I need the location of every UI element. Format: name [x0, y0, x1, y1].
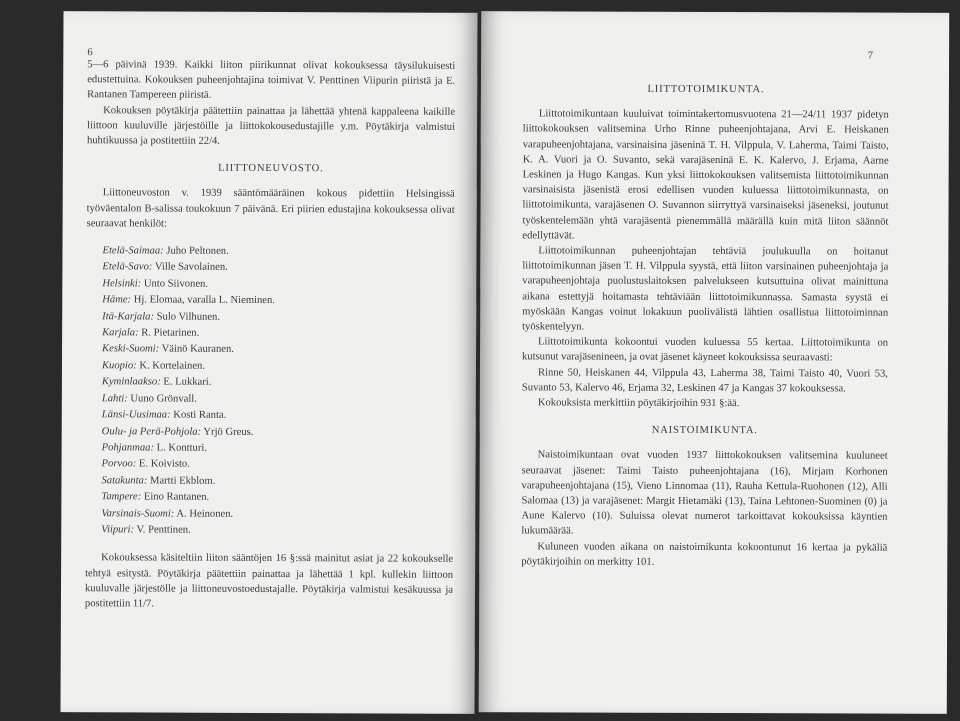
district-representative: Unto Siivonen. [143, 278, 209, 290]
right-page [479, 11, 949, 714]
district-name: Keski-Suomi: [102, 343, 160, 355]
liittotoimikunta-paragraph-5: Kokouksista merkittiin pöytäkirjoihin 931 §:ää. [537, 397, 740, 410]
district-representative: V. Penttinen. [136, 524, 191, 536]
district-row [102, 276, 454, 294]
district-name: Itä-Karjala: [102, 310, 155, 323]
naistoimikunta-paragraph-1: Naistoimikuntaan ovat vuoden 1937 liittokokouksen valitsemina kuuluneet seuraavat jäsenet: Taimi Taisto puheenjohtajana (16), Mirjam Korhonen varapuheenjohtajana (15), Vieno Linnomaa (11), Rauha Kettula-Ruohonen (12), Alli Salomaa (13) ja varajäsenet: Margit Hietamäki (13), Taina Lehtonen-Suominen (0) ja Aune Kalervo (10). Suluissa olevat numerot tarkoittavat kokouksissa käyntien lukumäärää. [521, 449, 888, 537]
liittoneuvosto-closing-paragraph: Kokouksessa käsiteltiin liiton sääntöjen 16 §:ssä mainitut asiat ja 22 kokoukselle tehtyä esitystä. Pöytäkirja päätettiin painattaa ja lähettää 1 kpl. kullekin liittoon kuuluvalle järjestölle ja liittoneuvostoedustajalle. Pöytäkirja valmistui kesäkuussa ja postitettiin 11/7. [84, 552, 454, 610]
page-number-right: 7 [867, 50, 874, 62]
district-representative: Martti Ekblom. [150, 475, 216, 487]
left-page [60, 11, 477, 714]
intro-paragraph-2: Kokouksen pöytäkirja päätettiin painattaa ja lähettää yhtenä kappaleena kaikille liittoon kuuluville järjestöille ja liittokokousedustajille y.m. Pöytäkirja valmistui huhtikuussa ja postitettiin 22/4. [86, 104, 456, 147]
liittotoimikunta-paragraph-2: Liittotoimikunnan puheenjohtajan tehtäviä joulukuulla on hoitanut liittotoimikunnan jäsen T. H. Vilppula syystä, että liiton varsinainen puheenjohtaja ja varapuheenjohtaja puolustuslaitoksen palvelukseen kutsuttuina olivat mainittuna aikana estettyjä hoitamasta tehtäviään liittotoimikunnassa. Samasta syystä ei myöskään Kangas voinut lokakuun puolivälistä lähtien osallistua liittotoiminnan työskentelyyn. [522, 245, 889, 333]
district-representative: Kosti Ranta. [173, 409, 227, 421]
district-row [102, 375, 454, 393]
district-row [102, 391, 454, 409]
district-representatives-list [101, 243, 454, 540]
district-name: Helsinki: [102, 278, 142, 290]
district-name: Varsinais-Suomi: [101, 507, 175, 520]
district-representative: E. Lukkari. [163, 376, 212, 389]
district-representative: Yrjö Greus. [203, 426, 254, 438]
district-representative: K. Kortelainen. [139, 360, 206, 372]
liittotoimikunta-paragraph-3: Liittotoimikunta kokoontui vuoden kuluessa 55 kertaa. Liittotoimikunta on kutsunut varajäsenineen, ja ovat jäsenet käyneet kokouksissa seuraavasti: [521, 336, 889, 364]
section-heading-liittotoimikunta: LIITTOTOIMIKUNTA. [647, 83, 765, 96]
district-row [101, 506, 453, 524]
district-representative: Juho Peltonen. [166, 245, 229, 257]
district-row [101, 522, 453, 540]
district-representative: E. Koivisto. [138, 458, 190, 470]
district-row [102, 325, 454, 343]
district-representative: Väinö Kauranen. [161, 344, 235, 356]
district-row [102, 358, 454, 376]
district-name: Kyminlaakso: [101, 376, 161, 388]
district-representative: Sulo Vilhunen. [156, 311, 221, 323]
section-heading-naistoimikunta: NAISTOIMIKUNTA. [651, 425, 758, 437]
left-intro [87, 57, 455, 150]
district-representative: A. Heinonen. [176, 508, 234, 520]
district-name: Lahti: [101, 392, 128, 405]
district-name: Häme: [102, 294, 132, 306]
district-name: Satakunta: [101, 474, 148, 487]
district-row [102, 424, 454, 442]
district-row [102, 342, 454, 360]
district-name: Viipuri: [101, 524, 135, 536]
district-representative: Eino Rantanen. [143, 491, 210, 503]
district-row [101, 473, 453, 491]
district-name: Etelä-Saimaa: [102, 245, 164, 257]
district-representative: Uuno Grönvall. [130, 393, 197, 405]
district-row [102, 407, 454, 425]
district-name: Kuopio: [101, 360, 137, 372]
district-name: Oulu- ja Perä-Pohjola: [101, 425, 202, 438]
district-representative: R. Pietarinen. [141, 327, 200, 339]
district-representative: L. Kontturi. [156, 442, 208, 454]
district-row [102, 457, 454, 475]
district-row [102, 260, 454, 278]
page-number-left: 6 [87, 47, 93, 59]
section-heading-liittoneuvosto: LIITTONEUVOSTO. [218, 162, 324, 175]
district-representative: Hj. Elomaa, varalla L. Nieminen. [133, 294, 275, 307]
district-row [102, 243, 454, 261]
liittotoimikunta-paragraph-1: Liittotoimikuntaan kuuluivat toimintakertomusvuotena 21—24/11 1937 pidetyn liittokokouksen valitsemina Urho Rinne puheenjohtajana, Arvi E. Heiskanen varapuheenjohtajana, varsinaisina jäseninä T. H. Vilppula, V. Laherma, Taimi Taisto, K. A. Vuori ja O. Suvanto, sekä varajäseninä E. K. Kalervo, J. Erjama, Aarne Leskinen ja Hugo Kangas. Kun yksi liittokokouksen valitsemista liittotoimikunnan varsinaisista jäsenistä erosi edellisen vuoden kuluessa liittotoimikunnasta, on liittotoimikunta, varajäsenen O. Suvannon siirryttyä varsinaiseksi jäseneksi, joutunut työskentelemään yhtä varajäsentä pienemmällä määrällä kuin mitä liiton säännöt edellyttävät. [522, 108, 889, 242]
district-name: Karjala: [102, 327, 139, 339]
intro-paragraph-1: 5—6 päivinä 1939. Kaikki liiton piirikunnat olivat kokouksessa täysilukuisesti edustettuina. Kokouksen puheenjohtajina toimivat V. Penttinen Viipurin piiristä ja E. Rantanen Tampereen piiristä. [87, 59, 456, 102]
district-name: Tampere: [101, 491, 142, 503]
district-row [102, 293, 454, 311]
district-name: Etelä-Savo: [102, 261, 153, 273]
district-row [102, 440, 454, 458]
naistoimikunta-paragraph-2: Kuluneen vuoden aikana on naistoimikunta kokoontunut 16 kertaa ja pykäliä pöytäkirjoihin on merkitty 101. [521, 541, 888, 568]
liittoneuvosto-paragraph: Liittoneuvoston v. 1939 sääntömääräinen kokous pidettiin Helsingissä työväentalon B-salissa toukokuun 7 päivänä. Eri piirien edustajina kokouksessa olivat seuraavat henkilöt: [86, 187, 455, 230]
liittotoimikunta-paragraph-4: Rinne 50, Heiskanen 44, Vilppula 43, Laherma 38, Taimi Taisto 40, Vuori 53, Suvanto 53, Kalervo 46, Erjama 32, Leskinen 47 ja Kangas 37 kokouksessa. [521, 367, 888, 395]
district-row [102, 309, 454, 327]
district-row [101, 489, 453, 507]
district-representative: Ville Savolainen. [154, 261, 228, 274]
district-name: Länsi-Uusimaa: [101, 409, 171, 421]
district-name: Porvoo: [101, 458, 137, 470]
district-name: Pohjanmaa: [101, 442, 155, 454]
